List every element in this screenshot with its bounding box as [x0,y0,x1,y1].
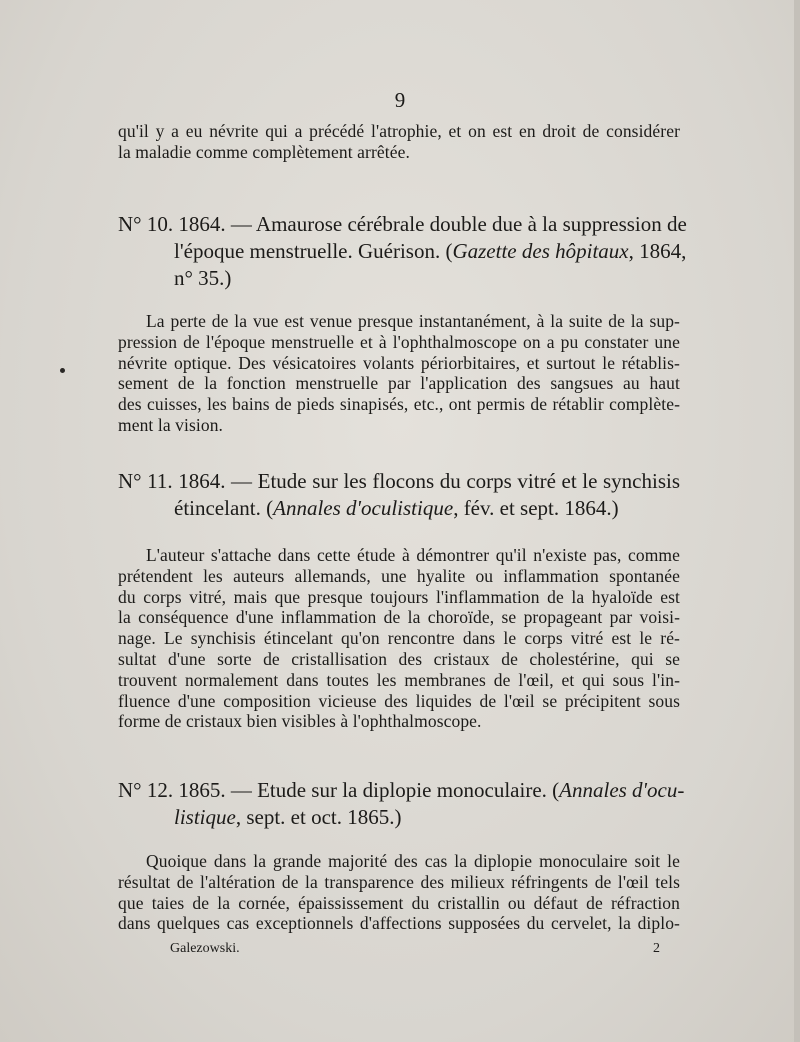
text-line: forme de cristaux bien visibles à l'ophthalmoscope. [118,711,482,732]
text-line: que taies de la cornée, épaississement du cristallin ou défaut de réfraction [118,892,680,913]
footer-signature-mark: 2 [653,941,660,956]
heading-line: n° 35.) [174,266,232,290]
text-line: L'auteur s'attache dans cette étude à démontrer qu'il n'existe pas, comme [146,545,680,565]
page-footer [170,941,660,957]
text-line: prétendent les auteurs allemands, une hyalite ou inflammation spontanée [118,565,680,586]
heading-line: N° 12. 1865. — Etude sur la diplopie monoculaire. (Annales d'ocu- [118,778,685,802]
entry-heading-12 [118,777,685,831]
text-line: dans quelques cas exceptionnels d'affections supposées du cervelet, la diplo- [118,913,680,934]
heading-line: étincelant. (Annales d'oculistique, fév. et sept. 1864.) [174,496,619,520]
text-line: sement de la fonction menstruelle par l'application des sangsues au haut [118,373,680,394]
text-line: nage. Le synchisis étincelant qu'on rencontre dans le corps vitré est le ré- [118,628,680,649]
paragraph-entry-10 [118,311,680,436]
heading-line: N° 11. 1864. — Etude sur les flocons du corps vitré et le synchisis [118,469,680,493]
text-line: qu'il y a eu névrite qui a précédé l'atrophie, et on est en droit de considérer [118,121,680,141]
text-line: résultat de l'altération de la transparence des milieux réfringents de l'œil tels [118,871,680,892]
heading-line: l'époque menstruelle. Guérison. (Gazette des hôpitaux, 1864, [174,239,687,263]
text-line: La perte de la vue est venue presque instantanément, à la suite de la sup- [146,311,680,331]
entry-heading-10 [118,211,687,292]
paragraph-entry-12 [118,851,680,934]
text-line: trouvent normalement dans toutes les membranes de l'œil, et qui sous l'in- [118,669,680,690]
page-edge [794,0,800,1042]
text-line: ment la vision. [118,414,224,435]
text-line: fluence d'une composition vicieuse des liquides de l'œil se précipitent sous [118,690,680,711]
text-line: du corps vitré, mais que presque toujours l'inflammation de la hyaloïde est [118,586,680,607]
ink-speck [60,368,65,373]
text-line: des cuisses, les bains de pieds sinapisés, etc., ont permis de rétablir complète- [118,394,680,415]
page-number: 9 [394,88,406,112]
paragraph-continuation [118,121,680,163]
heading-line: listique, sept. et oct. 1865.) [174,805,402,829]
entry-heading-11 [118,468,680,522]
footer-author: Galezowski. [170,941,240,956]
paragraph-entry-11 [118,545,680,732]
text-line: pression de l'époque menstruelle et à l'ophthalmoscope on a pu constater une [118,331,680,352]
text-line: la conséquence d'une inflammation de la choroïde, se propageant par voisi- [118,607,680,628]
heading-line: N° 10. 1864. — Amaurose cérébrale double due à la suppression de [118,212,687,236]
text-line: Quoique dans la grande majorité des cas la diplopie monoculaire soit le [146,851,680,871]
text-line: la maladie comme complètement arrêtée. [118,141,410,162]
text-line: névrite optique. Des vésicatoires volants périorbitaires, et surtout le rétablis- [118,352,680,373]
text-line: sultat d'une sorte de cristallisation des cristaux de cholestérine, qui se [118,648,680,669]
